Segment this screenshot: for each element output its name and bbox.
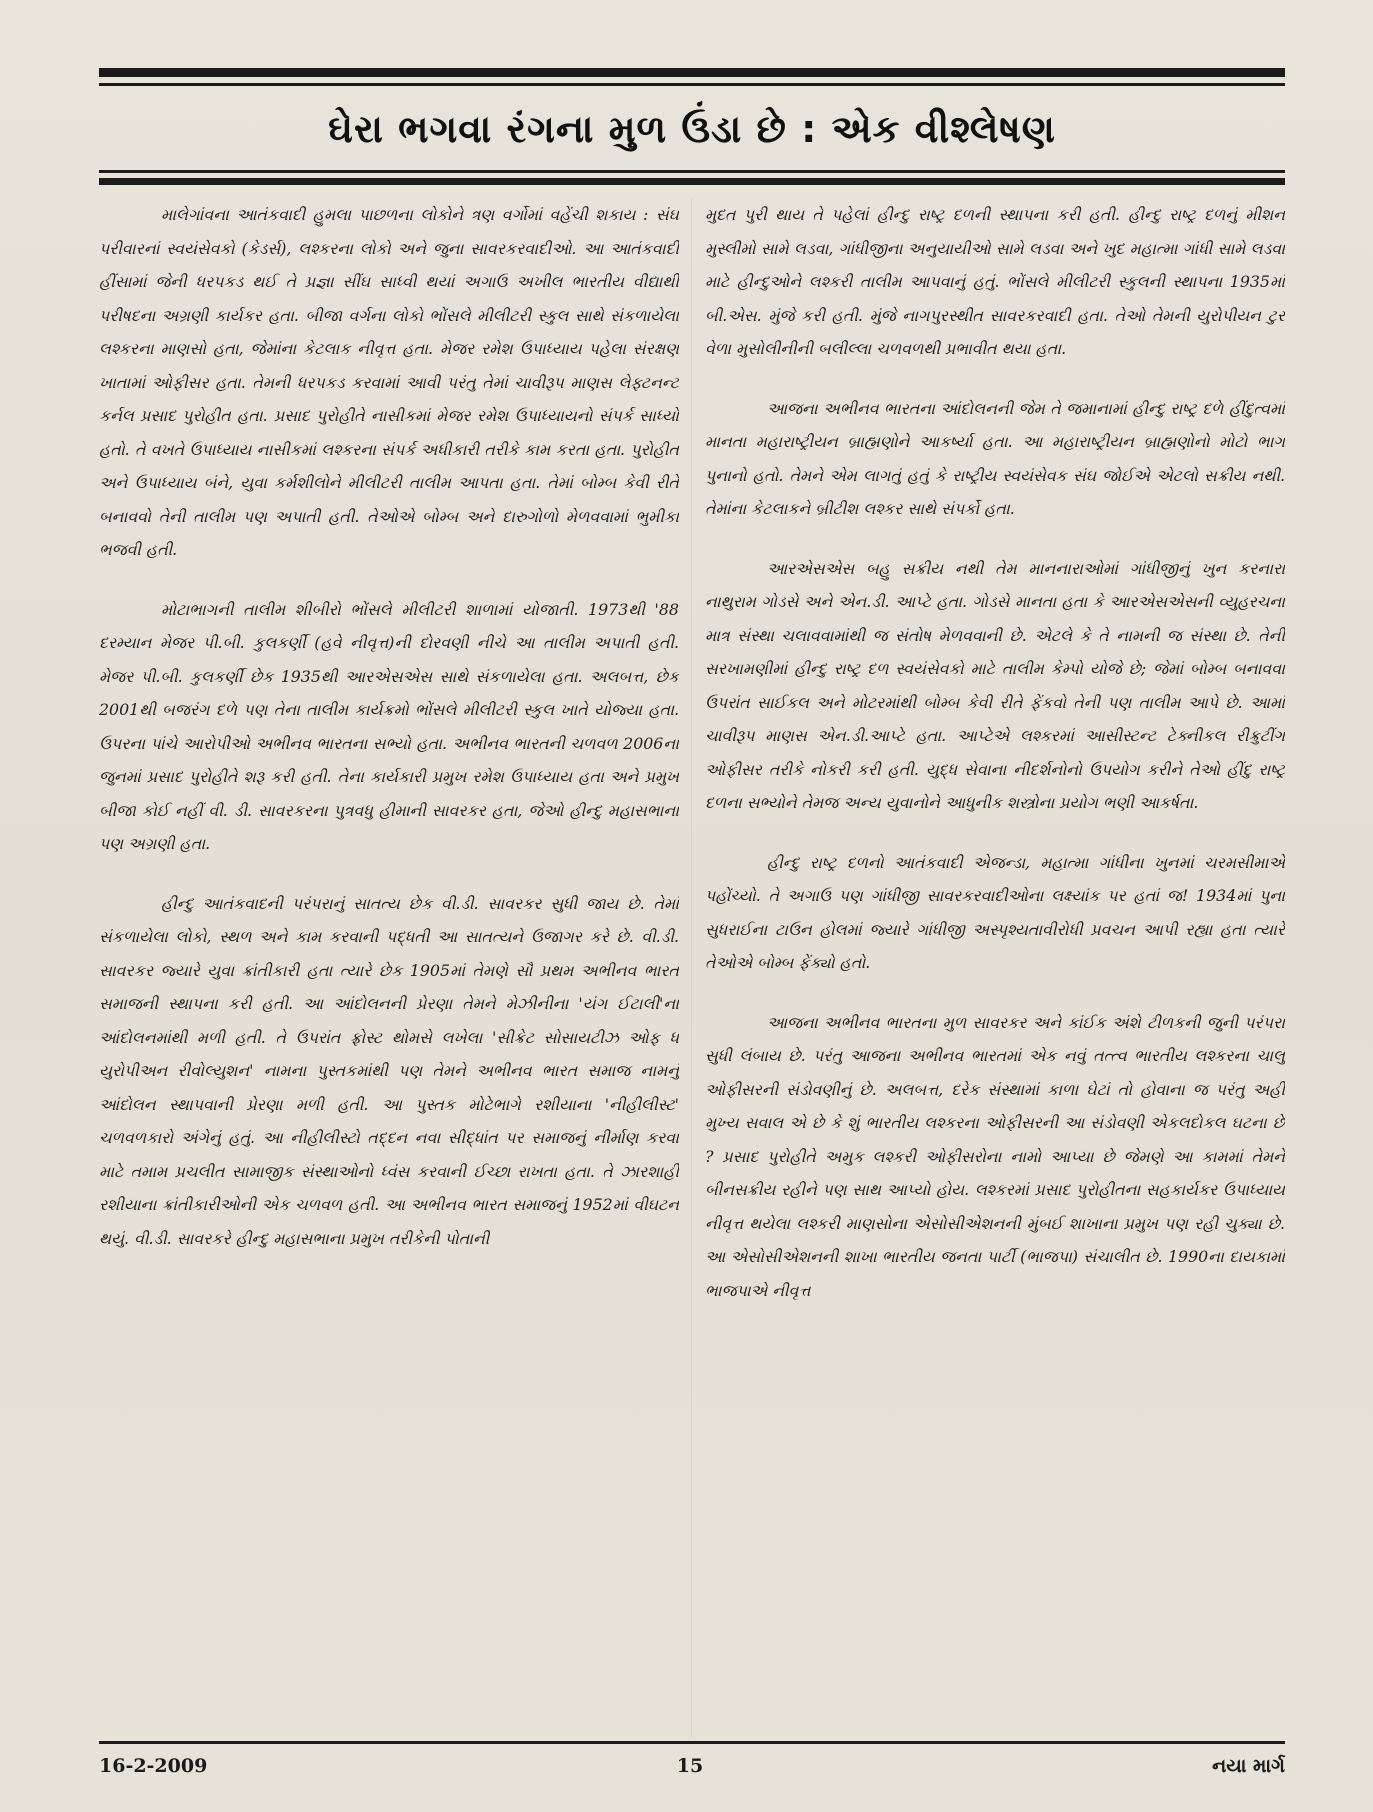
paragraph-3-continuation: મુદત પુરી થાય તે પહેલાં હીન્દુ રાષ્ટ્ર દળની સ્થાપના કરી હતી. હીન્દુ રાષ્ટ્ર દળનું મીશન મુસ્લીમો સામે લડવા, ગાંધીજીના અનુયાયીઓ સામે લડવા અને ખુદ મહાત્મા ગાંધી સામે લડવા માટે હીન્દુઓને લશ્કરી તાલીમ આપવાનું હતું. ભોંસલે મીલીટરી સ્કુલની સ્થાપના 1935માં બી.એસ. મુંજે કરી હતી. મુંજે નાગપુરસ્થીત સાવરકરવાદી હતા. તેઓ તેમની યુરોપીયન ટુર વેળા મુસોલીનીની બલીલ્લા ચળવળથી પ્રભાવીત થયા હતા. <box>705 205 1285 358</box>
paragraph-3: હીન્દુ આતંકવાદની પરંપરાનું સાતત્ય છેક વી.ડી. સાવરકર સુધી જાય છે. તેમાં સંકળાયેલા લોકો, સ્થળ અને કામ કરવાની પદ્ધતી આ સાતત્યને ઉજાગર કરે છે. વી.ડી. સાવરકર જ્યારે યુવા ક્રાંતીકારી હતા ત્યારે છેક 1905માં તેમણે સૌ પ્રથમ અભીનવ ભારત સમાજની સ્થાપના કરી હતી. આ આંદોલનની પ્રેરણા તેમને મેઝીનીના 'યંગ ઈટાલી'ના આંદોલનમાંથી મળી હતી. તે ઉપરાંત ફ્રોસ્ટ થોમસે લખેલા 'સીક્રેટ સોસાયટીઝ ઓફ ધ યુરોપીઅન રીવોલ્યુશન' નામના પુસ્તકમાંથી પણ તેમને અભીનવ ભારત સમાજ નામનું આંદોલન સ્થાપવાની પ્રેરણા મળી હતી. આ પુસ્તક મોટેભાગે રશીયાના 'નીહીલીસ્ટ' ચળવળકારો અંગેનું હતું. આ નીહીલીસ્ટો તદ્દન નવા સીદ્ધાંત પર સમાજનું નીર્માણ કરવા માટે તમામ પ્રચલીત સામાજીક સંસ્થાઓનો ધ્વંસ કરવાની ઈચ્છા રાખતા હતા. તે ઝારશાહી રશીયાના ક્રાંતીકારીઓની એક ચળવળ હતી. આ અભીનવ ભારત સમાજનું 1952માં વીઘટન થયું. વી.ડી. સાવરકરે હીન્દુ મહાસભાના પ્રમુખ તરીકેની પોતાની <box>99 893 679 1248</box>
header-rule-top-thin <box>99 83 1285 86</box>
paragraph-7: આજના અભીનવ ભારતના મુળ સાવરકર અને કાંઈક અંશે ટીળકની જુની પરંપરા સુધી લંબાય છે. પરંતુ આજના અભીનવ ભારતમાં એક નવું તત્ત્વ ભારતીય લશ્કરના ચાલુ ઓફીસરની સંડોવણીનું છે. અલબત્ત, દરેક સંસ્થામાં કાળા ઘેટાં તો હોવાના જ પરંતુ અહીં મુખ્ય સવાલ એ છે કે શું ભારતીય લશ્કરના ઓફીસરની આ સંડોવણી એકલદોકલ ઘટના છે ? પ્રસાદ પુરોહીતે અમુક લશ્કરી ઓફીસરોના નામો આપ્યા છે જેમણે આ કામમાં તેમને બીનસક્રીય રહીને પણ સાથ આપ્યો હોય. લશ્કરમાં પ્રસાદ પુરોહીતના સહકાર્યકર ઉપાધ્યાય નીવૃત્ત થયેલા લશ્કરી માણસોના એસોસીએશનની મુંબઈ શાખાના પ્રમુખ પણ રહી ચુક્યા છે. આ એસોસીએશનની શાખા ભારતીય જનતા પાર્ટી (ભાજપા) સંચાલીત છે. 1990ના દાયકામાં ભાજપાએ નીવૃત્ત <box>705 1012 1285 1300</box>
paragraph-4: આજના અભીનવ ભારતના આંદોલનની જેમ તે જમાનામાં હીન્દુ રાષ્ટ્ર દળે હીંદુત્વમાં માનતા મહારાષ્ટ્રીયન બ્રાહ્મણોને આકર્ષ્યા હતા. આ મહારાષ્ટ્રીયન બ્રાહ્મણોનો મોટો ભાગ પુનાનો હતો. તેમને એમ લાગતું હતું કે રાષ્ટ્રીય સ્વયંસેવક સંઘ જોઈએ એટલો સક્રીય નથી. તેમાંના કેટલાકને બ્રીટીશ લશ્કર સાથે સંપર્કો હતા. <box>705 398 1285 518</box>
publication-name: નયા માર્ગ <box>1212 1755 1285 1777</box>
paragraph-1: માલેગાંવના આતંકવાદી હુમલા પાછળના લોકોને ત્રણ વર્ગોમાં વહેંચી શકાય : સંઘ પરીવારનાં સ્વયંસેવકો (કેડર્સ), લશ્કરના લોકો અને જુના સાવરકરવાદીઓ. આ આતંકવાદી હીંસામાં જેની ધરપકડ થઈ તે પ્રજ્ઞા સીંઘ સાધ્વી થયાં અગાઉ અખીલ ભારતીય વીદ્યાર્થી પરીષદના અગ્રણી કાર્યકર હતા. બીજા વર્ગના લોકો ભોંસલે મીલીટરી સ્કુલ સાથે સંકળાયેલા લશ્કરના માણસો હતા, જેમાંના કેટલાક નીવૃત્ત હતા. મેજર રમેશ ઉપાધ્યાય પહેલા સંરક્ષણ ખાતામાં ઓફીસર હતા. તેમની ધરપકડ કરવામાં આવી પરંતુ તેમાં ચાવીરૂપ માણસ લેફ્ટનન્ટ કર્નલ પ્રસાદ પુરોહીત હતા. પ્રસાદ પુરોહીતે નાસીકમાં મેજર રમેશ ઉપાધ્યાયનો સંપર્ક સાધ્યો હતો. તે વખતે ઉપાધ્યાય નાસીકમાં લશ્કરના સંપર્ક અધીકારી તરીકે કામ કરતા હતા. પુરોહીત અને ઉપાધ્યાય બંને, યુવા કર્મશીલોને મીલીટરી તાલીમ આપતા હતા. તેમાં બોમ્બ કેવી રીતે બનાવવો તેની તાલીમ પણ અપાતી હતી. તેઓએ બોમ્બ અને દારુગોળો મેળવવામાં ભુમીકા ભજવી હતી. <box>99 205 679 559</box>
left-column <box>99 198 679 1738</box>
column-gutter <box>691 198 692 1738</box>
footer-rule <box>99 1741 1285 1744</box>
article-headline: ઘેરા ભગવા રંગના મુળ ઉંડા છે : એક વીશ્લેષણ <box>328 107 1056 151</box>
right-column <box>705 198 1285 1738</box>
footer-date: 16-2-2009 <box>99 1755 208 1777</box>
header-rule-top-thick <box>99 68 1285 77</box>
header-rule-bottom-thick <box>99 178 1285 185</box>
page-number: 15 <box>676 1755 704 1777</box>
paragraph-2: મોટાભાગની તાલીમ શીબીરો ભોંસલે મીલીટરી શાળામાં યોજાતી. 1973થી '88 દરમ્યાન મેજર પી.બી. કુલકર્ણી (હવે નીવૃત્ત)ની દોરવણી નીચે આ તાલીમ અપાતી હતી. મેજર પી.બી. કુલકર્ણી છેક 1935થી આરએસએસ સાથે સંકળાયેલા હતા. અલબત્ત, છેક 2001થી બજરંગ દળે પણ તેના તાલીમ કાર્યક્રમો ભોંસલે મીલીટરી સ્કુલ ખાતે યોજ્યા હતા. ઉપરના પાંચે આરોપીઓ અભીનવ ભારતના સભ્યો હતા. અભીનવ ભારતની ચળવળ 2006ના જુનમાં પ્રસાદ પુરોહીતે શરૂ કરી હતી. તેના કાર્યકારી પ્રમુખ રમેશ ઉપાધ્યાય હતા અને પ્રમુખ બીજા કોઈ નહીં વી. ડી. સાવરકરના પુત્રવધુ હીમાની સાવરકર હતા, જેઓ હીન્દુ મહાસભાના પણ અગ્રણી હતા. <box>99 599 679 853</box>
header-rule-bottom-thin <box>99 170 1285 173</box>
paragraph-5: આરએસએસ બહુ સક્રીય નથી તેમ માનનારાઓમાં ગાંધીજીનું ખુન કરનારા નાથુરામ ગોડસે અને એન.ડી. આપ્ટે હતા. ગોડસે માનતા હતા કે આરએસએસની વ્યુહરચના માત્ર સંસ્થા ચલાવવામાંથી જ સંતોષ મેળવવાની છે. એટલે કે તે નામની જ સંસ્થા છે. તેની સરખામણીમાં હીન્દુ રાષ્ટ્ર દળ સ્વયંસેવકો માટે તાલીમ કેમ્પો યોજે છે; જેમાં બોમ્બ બનાવવા ઉપરાંત સાઈકલ અને મોટરમાંથી બોમ્બ કેવી રીતે ફેંકવો તેની પણ તાલીમ આપે છે. આમાં ચાવીરૂપ માણસ એન.ડી.આપ્ટે હતા. આપ્ટેએ લશ્કરમાં આસીસ્ટન્ટ ટેક્નીકલ રીક્રુટીંગ ઓફીસર તરીકે નોકરી કરી હતી. યુદ્ધ સેવાના નીદર્શનોનો ઉપયોગ કરીને તેઓ હીંદુ રાષ્ટ્ર દળના સભ્યોને તેમજ અન્ય યુવાનોને આધુનીક શસ્ત્રોના પ્રયોગ ભણી આકર્ષતા. <box>705 558 1285 812</box>
paragraph-6: હીન્દુ રાષ્ટ્ર દળનો આતંકવાદી એજન્ડા, મહાત્મા ગાંધીના ખુનમાં ચરમસીમાએ પહોંચ્યો. તે અગાઉ પણ ગાંધીજી સાવરકરવાદીઓના લક્ષ્યાંક પર હતાં જ! 1934માં પુના સુધરાઈના ટાઉન હોલમાં જ્યારે ગાંધીજી અસ્પૃશ્યતાવીરોધી પ્રવચન આપી રહ્યા હતા ત્યારે તેઓએ બોમ્બ ફેંક્યો હતો. <box>705 852 1285 972</box>
